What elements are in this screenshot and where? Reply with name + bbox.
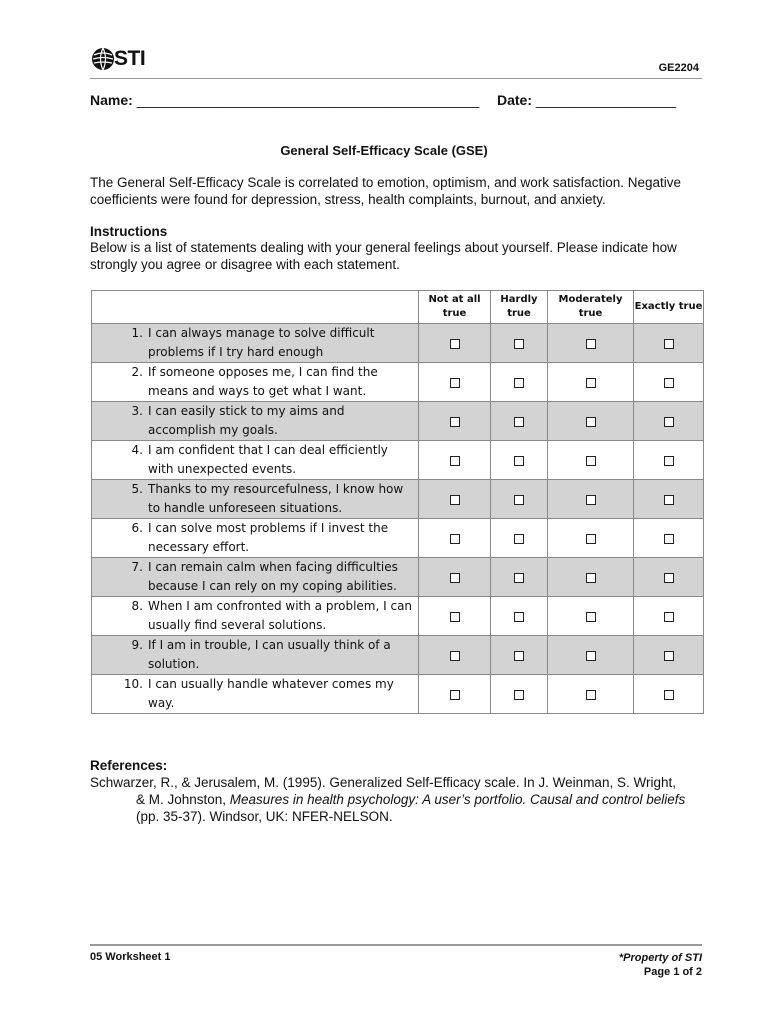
rating-cell [634, 324, 704, 363]
rating-cell [634, 519, 704, 558]
table-row [92, 402, 704, 441]
reference-title: Measures in health psychology: A user’s portfolio. Causal and control beliefs [229, 792, 686, 807]
rating-cell [419, 441, 491, 480]
item-statement: If I am in trouble, I can usually think of a solution. [148, 638, 391, 671]
rating-cell [491, 324, 548, 363]
rating-cell [548, 519, 634, 558]
reference-line: Schwarzer, R., & Jerusalem, M. (1995). Generalized Self-Efficacy scale. In J. Weinman, S. Wright, [90, 775, 676, 790]
rating-checkbox[interactable] [514, 573, 524, 583]
item-number: 4. [131, 443, 143, 457]
rating-checkbox[interactable] [664, 378, 674, 388]
rating-cell [491, 675, 548, 714]
table-row [92, 363, 704, 402]
footer-page-number: Page 1 of 2 [643, 966, 702, 978]
rating-checkbox[interactable] [514, 378, 524, 388]
item-statement: I can solve most problems if I invest the necessary effort. [148, 521, 389, 554]
rating-cell [548, 402, 634, 441]
rating-checkbox[interactable] [450, 573, 460, 583]
statement-header [92, 291, 419, 324]
table-row [92, 558, 704, 597]
rating-cell [491, 363, 548, 402]
header-divider [90, 78, 702, 79]
item-number: 6. [131, 521, 143, 535]
column-header: Not at all true [419, 291, 491, 324]
rating-cell [419, 402, 491, 441]
item-number: 2. [131, 365, 143, 379]
rating-cell [491, 519, 548, 558]
column-header: Moderately true [548, 291, 634, 324]
statement-cell [92, 597, 419, 636]
rating-checkbox[interactable] [586, 417, 596, 427]
item-statement: I can remain calm when facing difficulties because I can rely on my coping abilities. [148, 560, 398, 593]
rating-cell [634, 402, 704, 441]
rating-cell [634, 363, 704, 402]
rating-cell [548, 441, 634, 480]
rating-cell [491, 480, 548, 519]
rating-cell [548, 363, 634, 402]
rating-checkbox[interactable] [450, 339, 460, 349]
rating-checkbox[interactable] [514, 612, 524, 622]
rating-cell [634, 441, 704, 480]
rating-checkbox[interactable] [514, 495, 524, 505]
instructions-text: Below is a list of statements dealing with your general feelings about yourself. Please indicate how strongly you agree or disagree with each statement. [90, 240, 677, 272]
rating-checkbox[interactable] [450, 456, 460, 466]
rating-checkbox[interactable] [450, 651, 460, 661]
reference-text: & M. Johnston, [136, 792, 230, 807]
statement-cell [92, 558, 419, 597]
rating-cell [491, 441, 548, 480]
table-row [92, 675, 704, 714]
rating-checkbox[interactable] [664, 495, 674, 505]
gse-scale-table [91, 290, 704, 714]
table-row [92, 597, 704, 636]
item-statement: I can usually handle whatever comes my way. [148, 677, 394, 710]
rating-cell [548, 636, 634, 675]
references-heading: References: [90, 758, 168, 773]
rating-cell [419, 558, 491, 597]
rating-checkbox[interactable] [450, 534, 460, 544]
rating-checkbox[interactable] [514, 651, 524, 661]
rating-checkbox[interactable] [586, 456, 596, 466]
reference-entry [90, 774, 702, 825]
rating-cell [548, 480, 634, 519]
name-blank[interactable]: ____________________________________________ [136, 92, 480, 108]
item-number: 10. [123, 677, 143, 691]
rating-checkbox[interactable] [664, 456, 674, 466]
rating-checkbox[interactable] [586, 612, 596, 622]
item-statement: Thanks to my resourcefulness, I know how to handle unforeseen situations. [148, 482, 404, 515]
reference-line [90, 791, 702, 808]
rating-checkbox[interactable] [450, 495, 460, 505]
item-number: 9. [131, 638, 143, 652]
rating-checkbox[interactable] [664, 573, 674, 583]
date-label: Date: [497, 92, 533, 108]
page-title: General Self-Efficacy Scale (GSE) [280, 143, 488, 158]
rating-cell [634, 636, 704, 675]
rating-checkbox[interactable] [664, 651, 674, 661]
rating-cell [634, 597, 704, 636]
item-statement: I can always manage to solve difficult problems if I try hard enough [148, 326, 375, 359]
statement-cell [92, 675, 419, 714]
item-statement: If someone opposes me, I can find the means and ways to get what I want. [148, 365, 378, 398]
rating-cell [634, 558, 704, 597]
reference-line: (pp. 35-37). Windsor, UK: NFER-NELSON. [136, 809, 393, 824]
item-statement: I am confident that I can deal efficiently with unexpected events. [148, 443, 388, 476]
rating-checkbox[interactable] [514, 456, 524, 466]
rating-cell [548, 675, 634, 714]
rating-cell [419, 636, 491, 675]
rating-cell [634, 480, 704, 519]
rating-checkbox[interactable] [450, 690, 460, 700]
table-row [92, 441, 704, 480]
rating-cell [419, 324, 491, 363]
item-number: 8. [131, 599, 143, 613]
rating-checkbox[interactable] [586, 534, 596, 544]
logo-text: STI [114, 47, 146, 70]
statement-cell [92, 636, 419, 675]
statement-cell [92, 402, 419, 441]
table-header-row [92, 291, 704, 324]
rating-checkbox[interactable] [514, 534, 524, 544]
table-row [92, 480, 704, 519]
table-row [92, 636, 704, 675]
rating-checkbox[interactable] [586, 690, 596, 700]
rating-cell [548, 597, 634, 636]
rating-checkbox[interactable] [586, 378, 596, 388]
item-number: 7. [131, 560, 143, 574]
rating-checkbox[interactable] [450, 378, 460, 388]
rating-cell [491, 402, 548, 441]
footer-property: *Property of STI [618, 952, 702, 964]
rating-checkbox[interactable] [514, 339, 524, 349]
rating-cell [491, 636, 548, 675]
item-number: 5. [131, 482, 143, 496]
name-label: Name: [90, 92, 133, 108]
rating-checkbox[interactable] [514, 417, 524, 427]
rating-checkbox[interactable] [514, 690, 524, 700]
item-number: 3. [131, 404, 143, 418]
rating-cell [491, 597, 548, 636]
footer-right [619, 951, 702, 979]
footer-worksheet: 05 Worksheet 1 [90, 951, 171, 963]
statement-cell [92, 441, 419, 480]
table-row [92, 519, 704, 558]
sti-logo [90, 46, 145, 72]
item-number: 1. [131, 326, 143, 340]
rating-cell [419, 519, 491, 558]
date-blank[interactable]: __________________ [535, 92, 677, 108]
statement-cell [92, 363, 419, 402]
rating-checkbox[interactable] [664, 417, 674, 427]
rating-checkbox[interactable] [664, 534, 674, 544]
rating-cell [634, 675, 704, 714]
rating-cell [419, 597, 491, 636]
item-statement: I can easily stick to my aims and accomplish my goals. [148, 404, 345, 437]
rating-checkbox[interactable] [586, 651, 596, 661]
rating-cell [548, 324, 634, 363]
rating-checkbox[interactable] [586, 573, 596, 583]
item-statement: When I am confronted with a problem, I can usually find several solutions. [148, 599, 413, 632]
rating-cell [491, 558, 548, 597]
rating-cell [419, 675, 491, 714]
rating-cell [419, 480, 491, 519]
globe-icon [90, 46, 116, 72]
rating-checkbox[interactable] [664, 612, 674, 622]
footer-divider [90, 944, 702, 946]
rating-checkbox[interactable] [664, 339, 674, 349]
intro-paragraph: The General Self-Efficacy Scale is correlated to emotion, optimism, and work satisfaction. Negative coefficients were found for depression, stress, health complaints, burnout, and anxiety. [90, 175, 682, 207]
instructions-heading: Instructions [90, 224, 168, 239]
rating-checkbox[interactable] [450, 612, 460, 622]
statement-cell [92, 519, 419, 558]
rating-checkbox[interactable] [586, 495, 596, 505]
table-row [92, 324, 704, 363]
column-header: Hardly true [491, 291, 548, 324]
name-field[interactable] [90, 92, 479, 108]
statement-cell [92, 480, 419, 519]
rating-checkbox[interactable] [586, 339, 596, 349]
column-header: Exactly true [634, 291, 704, 324]
rating-cell [419, 363, 491, 402]
rating-checkbox[interactable] [450, 417, 460, 427]
statement-cell [92, 324, 419, 363]
document-code: GE2204 [658, 62, 699, 74]
rating-cell [548, 558, 634, 597]
rating-checkbox[interactable] [664, 690, 674, 700]
date-field[interactable] [497, 92, 676, 108]
